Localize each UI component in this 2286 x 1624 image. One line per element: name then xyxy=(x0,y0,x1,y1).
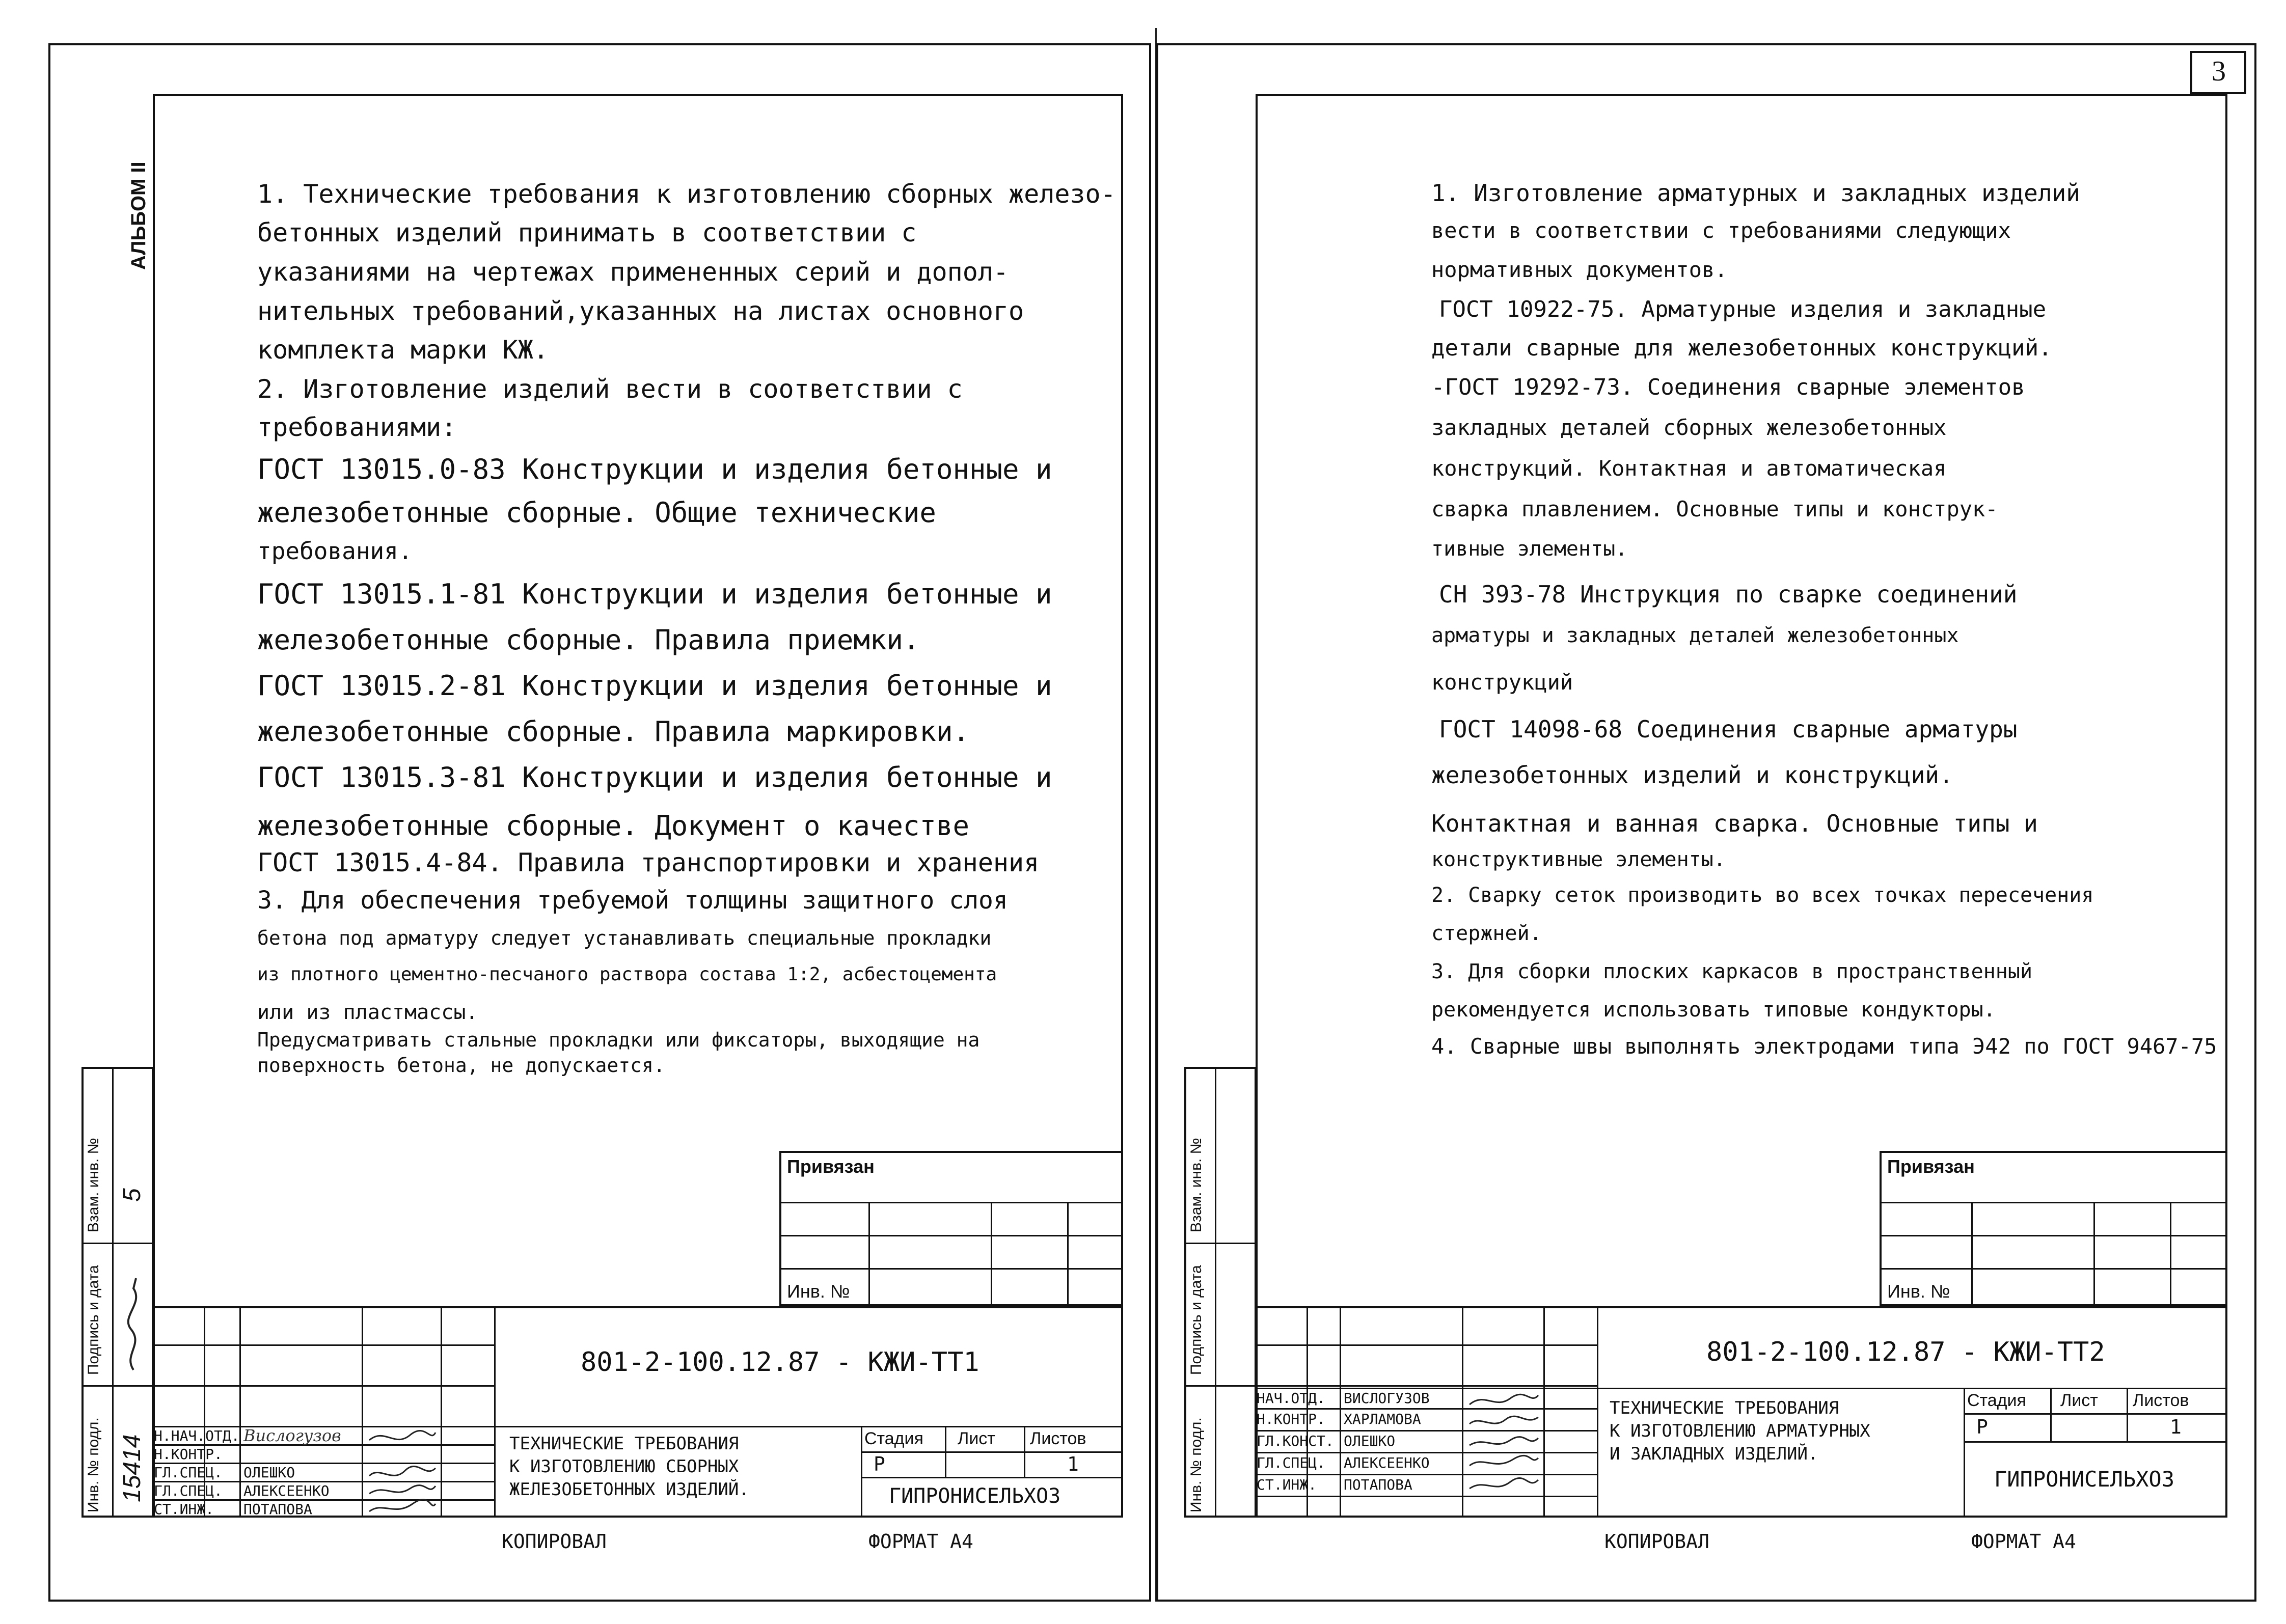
text-line: конструктивные элементы. xyxy=(1431,848,1726,871)
stamp-label-vzam: Взам. инв. № xyxy=(1188,1138,1205,1232)
tb-line xyxy=(1462,1306,1463,1518)
privyazan-row-line xyxy=(1880,1202,2227,1203)
privyazan-col-line xyxy=(1971,1202,1973,1306)
privyazan-col-line xyxy=(2093,1202,2095,1306)
text-line: бетонных изделий принимать в соответствии с xyxy=(257,218,917,247)
copied-label: КОПИРОВАЛ xyxy=(1604,1530,1709,1553)
tb-line xyxy=(1964,1441,2227,1443)
signatures xyxy=(1464,1389,1543,1517)
person-name: Вислогузов xyxy=(243,1426,341,1445)
text-line: Предусматривать стальные прокладки или фиксаторы, выходящие на xyxy=(257,1029,980,1051)
sheets-label: Листов xyxy=(2133,1391,2189,1410)
role-label: ГЛ.СПЕЦ. xyxy=(1257,1454,1325,1471)
text-line: указаниями на чертежах примененных серий и допол- xyxy=(257,257,1009,287)
privyazan-inv-label: Инв. № xyxy=(1887,1281,1950,1302)
signatures xyxy=(364,1427,441,1517)
sheets-value: 1 xyxy=(1067,1453,1079,1475)
tb-line xyxy=(1256,1388,2227,1389)
sheet-number: 3 xyxy=(2212,56,2226,87)
tb-line xyxy=(1964,1388,1965,1518)
person-name: ХАРЛАМОВА xyxy=(1344,1411,1421,1427)
stamp-divider xyxy=(1184,1243,1257,1244)
tb-line xyxy=(1543,1306,1545,1518)
sheets-label: Листов xyxy=(1030,1429,1086,1448)
person-name: ОЛЕШКО xyxy=(1344,1433,1396,1449)
tb-line xyxy=(441,1306,442,1518)
tb-line xyxy=(2127,1388,2128,1441)
text-line: 1. Технические требования к изготовлению сборных железо- xyxy=(257,179,1116,209)
person-name: ПОТАПОВА xyxy=(1344,1476,1412,1493)
person-name: АЛЕКСЕЕНКО xyxy=(1344,1454,1430,1471)
role-label: СТ.ИНЖ. xyxy=(1257,1476,1317,1493)
tb-line xyxy=(861,1477,1123,1478)
stamp-value-inv: 15414 xyxy=(119,1434,146,1502)
org-name: ГИПРОНИСЕЛЬХОЗ xyxy=(889,1484,1061,1508)
format-label: ФОРМАТ А4 xyxy=(868,1530,973,1553)
sheets-value: 1 xyxy=(2170,1416,2182,1438)
person-name: ВИСЛОГУЗОВ xyxy=(1344,1390,1430,1407)
text-line: ГОСТ 10922-75. Арматурные изделия и закладные xyxy=(1439,296,2047,322)
tb-line xyxy=(1340,1306,1341,1518)
text-line: железобетонные сборные. Общие технические xyxy=(257,497,936,529)
text-line: 3. Для сборки плоских каркасов в пространственный xyxy=(1431,960,2033,983)
role-label: СТ.ИНЖ. xyxy=(154,1501,214,1518)
tb-line xyxy=(494,1306,496,1518)
tb-line xyxy=(239,1306,241,1518)
role-label: ГЛ.СПЕЦ. xyxy=(154,1464,223,1481)
text-line: железобетонные сборные. Документ о качестве xyxy=(257,810,969,842)
stamp-label-vzam: Взам. инв. № xyxy=(85,1138,102,1232)
copied-label: КОПИРОВАЛ xyxy=(502,1530,607,1553)
stamp-label-podpis: Подпись и дата xyxy=(1188,1265,1205,1375)
privyazan-row-line xyxy=(779,1268,1123,1270)
role-label: ГЛ.КОНСТ. xyxy=(1257,1433,1334,1449)
left-title-line: ТЕХНИЧЕСКИЕ ТРЕБОВАНИЯ xyxy=(509,1434,739,1454)
privyazan-row-line xyxy=(1880,1268,2227,1270)
privyazan-title: Привязан xyxy=(787,1156,875,1177)
format-label: ФОРМАТ А4 xyxy=(1971,1530,2076,1553)
text-line: или из пластмассы. xyxy=(257,1001,478,1024)
text-line: бетона под арматуру следует устанавливать специальные прокладки xyxy=(257,927,992,949)
album-label: АЛЬБОМ II xyxy=(127,161,150,270)
text-line: ГОСТ 13015.4-84. Правила транспортировки и хранения xyxy=(257,848,1040,877)
text-line: железобетонные сборные. Правила приемки. xyxy=(257,624,920,656)
left-title-line: ЖЕЛЕЗОБЕТОННЫХ ИЗДЕЛИЙ. xyxy=(509,1479,749,1500)
tb-line xyxy=(945,1426,946,1477)
text-line: ГОСТ 13015.1-81 Конструкции и изделия бетонные и xyxy=(257,578,1052,610)
text-line: сварка плавлением. Основные типы и конструк- xyxy=(1431,497,1998,521)
right-title-line: И ЗАКЛАДНЫХ ИЗДЕЛИЙ. xyxy=(1610,1444,1818,1464)
sheet-label: Лист xyxy=(958,1429,995,1448)
text-line: поверхность бетона, не допускается. xyxy=(257,1054,665,1077)
text-line: требования. xyxy=(257,537,413,565)
stamp-signature xyxy=(118,1273,149,1375)
privyazan-row-line xyxy=(779,1235,1123,1236)
role-label: Н.КОНТР. xyxy=(1257,1411,1325,1427)
right-doc-code: 801-2-100.12.87 - КЖИ-ТТ2 xyxy=(1706,1337,2105,1367)
text-line: детали сварные для железобетонных конструкций. xyxy=(1431,335,2052,361)
text-line: закладных деталей сборных железобетонных xyxy=(1431,415,1947,440)
left-doc-code: 801-2-100.12.87 - КЖИ-ТТ1 xyxy=(581,1347,979,1378)
stage-value: Р xyxy=(874,1453,885,1475)
text-line: стержней. xyxy=(1431,922,1542,945)
text-line: 2. Сварку сеток производить во всех точках пересечения xyxy=(1431,884,2094,907)
tb-line xyxy=(861,1451,1123,1453)
privyazan-col-line xyxy=(1067,1202,1069,1306)
stage-label: Стадия xyxy=(864,1429,923,1448)
privyazan-col-line xyxy=(868,1202,870,1306)
text-line: -ГОСТ 19292-73. Соединения сварные элементов xyxy=(1431,374,2025,400)
text-line: 4. Сварные швы выполнять электродами типа Э42 по ГОСТ 9467-75 xyxy=(1431,1034,2217,1059)
tb-line xyxy=(1964,1413,2227,1415)
text-line: арматуры и закладных деталей железобетонных xyxy=(1431,624,1959,647)
tb-line xyxy=(1597,1306,1598,1518)
text-line: железобетонных изделий и конструкций. xyxy=(1431,761,1953,789)
text-line: железобетонные сборные. Правила маркировки. xyxy=(257,715,969,748)
text-line: комплекта марки КЖ. xyxy=(257,335,549,365)
tb-line xyxy=(1024,1426,1025,1477)
stamp-label-podpis: Подпись и дата xyxy=(85,1265,102,1375)
role-label: НАЧ.ОТД. xyxy=(1257,1390,1325,1407)
tb-line xyxy=(2050,1388,2052,1441)
text-line: из плотного цементно-песчаного раствора состава 1:2, асбестоцемента xyxy=(257,964,997,985)
privyazan-row-line xyxy=(1880,1235,2227,1236)
stamp-label-inv: Инв. № подл. xyxy=(85,1417,102,1512)
text-line: 3. Для обеспечения требуемой толщины защитного слоя xyxy=(257,886,1008,915)
text-line: ГОСТ 13015.0-83 Конструкции и изделия бетонные и xyxy=(257,453,1052,485)
person-name: АЛЕКСЕЕНКО xyxy=(243,1482,330,1499)
privyazan-title: Привязан xyxy=(1887,1156,1975,1177)
person-name: ОЛЕШКО xyxy=(243,1464,295,1481)
text-line: требованиями: xyxy=(257,412,457,442)
text-line: Контактная и ванная сварка. Основные типы и xyxy=(1431,810,2038,837)
text-line: нительных требований,указанных на листах основного xyxy=(257,296,1024,326)
role-label: Н.НАЧ.ОТД. xyxy=(154,1427,240,1444)
org-name: ГИПРОНИСЕЛЬХОЗ xyxy=(1994,1467,2175,1492)
stage-value: Р xyxy=(1976,1416,1988,1438)
text-line: рекомендуется использовать типовые кондукторы. xyxy=(1431,998,1996,1022)
text-line: нормативных документов. xyxy=(1431,257,1728,282)
privyazan-col-line xyxy=(2170,1202,2171,1306)
text-line: конструкций xyxy=(1431,670,1573,695)
stamp-divider xyxy=(1215,1067,1216,1518)
stamp-divider xyxy=(112,1067,114,1518)
stamp-divider xyxy=(1184,1385,1257,1387)
role-label: Н.КОНТР. xyxy=(154,1446,223,1463)
text-line: ГОСТ 14098-68 Соединения сварные арматуры xyxy=(1439,715,2018,743)
text-line: 1. Изготовление арматурных и закладных изделий xyxy=(1431,179,2080,207)
text-line: ГОСТ 13015.2-81 Конструкции и изделия бетонные и xyxy=(257,670,1052,702)
privyazan-col-line xyxy=(991,1202,992,1306)
tb-line xyxy=(362,1306,363,1518)
stage-label: Стадия xyxy=(1967,1391,2026,1410)
right-title-line: К ИЗГОТОВЛЕНИЮ АРМАТУРНЫХ xyxy=(1610,1421,1870,1441)
right-title-line: ТЕХНИЧЕСКИЕ ТРЕБОВАНИЯ xyxy=(1610,1398,1839,1418)
left-title-line: К ИЗГОТОВЛЕНИЮ СБОРНЫХ xyxy=(509,1456,739,1477)
text-line: вести в соответствии с требованиями следующих xyxy=(1431,218,2011,243)
stamp-divider xyxy=(81,1243,154,1244)
role-label: ГЛ.СПЕЦ. xyxy=(154,1482,223,1499)
stamp-value-vzam: 5 xyxy=(119,1188,146,1202)
person-name: ПОТАПОВА xyxy=(243,1501,312,1518)
text-line: ГОСТ 13015.3-81 Конструкции и изделия бетонные и xyxy=(257,761,1052,793)
text-line: 2. Изготовление изделий вести в соответствии с xyxy=(257,374,963,404)
text-line: конструкций. Контактная и автоматическая xyxy=(1431,456,1947,481)
tb-line xyxy=(861,1426,862,1518)
sheet-label: Лист xyxy=(2060,1391,2098,1410)
privyazan-inv-label: Инв. № xyxy=(787,1281,850,1302)
privyazan-row-line xyxy=(779,1202,1123,1203)
text-line: тивные элементы. xyxy=(1431,537,1628,561)
stamp-divider xyxy=(81,1385,154,1387)
text-line: СН 393-78 Инструкция по сварке соединений xyxy=(1439,581,2018,608)
stamp-label-inv: Инв. № подл. xyxy=(1188,1417,1205,1512)
